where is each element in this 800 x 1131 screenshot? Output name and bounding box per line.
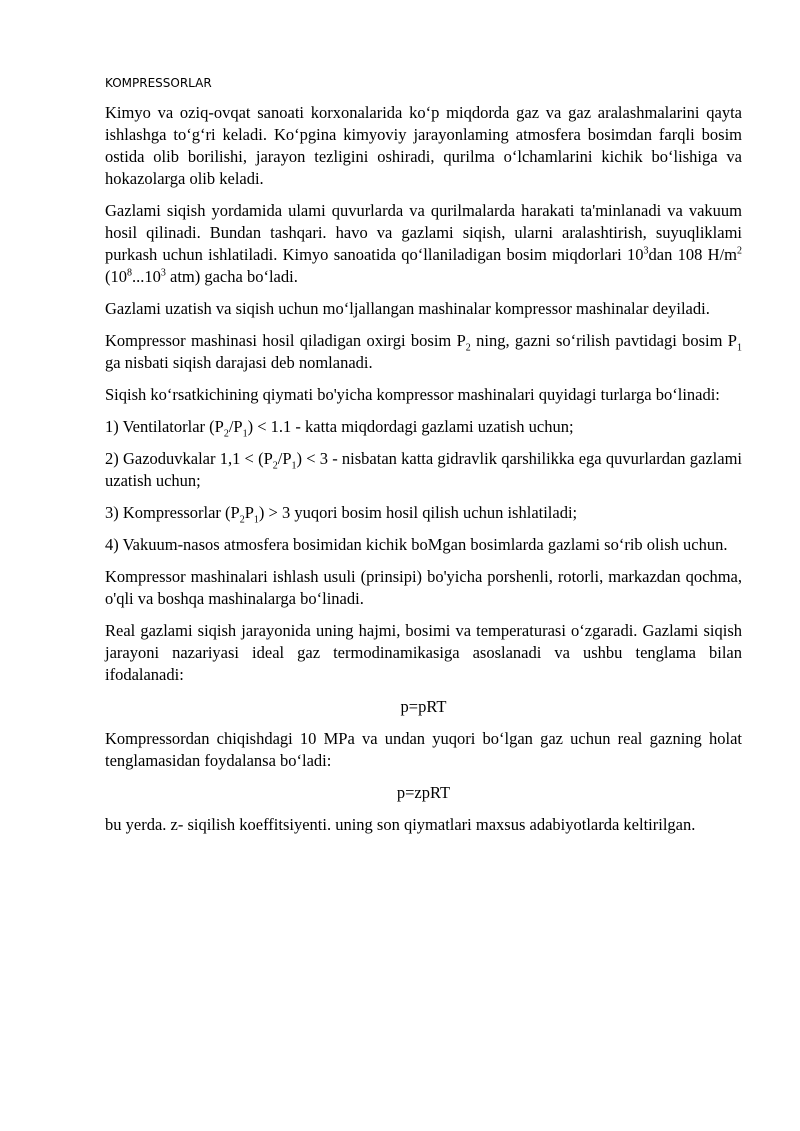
list-item-vacuum-pumps: 4) Vakuum-nasos atmosfera bosimidan kichik boMgan bosimlarda gazlami so‘rib olish uchun.	[105, 535, 728, 554]
paragraph-compressibility: bu yerda. z- siqilish koeffitsiyenti. uning son qiymatlari maxsus adabiyotlarda keltirilgan.	[105, 815, 696, 834]
paragraph-compression-ratio: Kompressor mashinasi hosil qiladigan oxirgi bosim $P_2$ ning, gazni so‘rilish pavtidagi bosim $P_1$ ga nisbati siqish darajasi deb nomlanadi.	[105, 331, 742, 372]
paragraph-real-gas: Real gazlami siqish jarayonida uning hajmi, bosimi va temperaturasi o‘zgaradi. Gazlami siqish jarayoni nazariyasi ideal gaz termodinamikasiga asoslanadi va ushbu tenglama bilan ifodalanadi:	[105, 621, 742, 684]
document-heading: KOMPRESSORLAR	[105, 76, 212, 90]
formula-real-gas: p=zpRT	[396, 783, 451, 802]
paragraph-definition: Gazlami uzatish va siqish uchun mo‘ljallangan mashinalar kompressor mashinalar deyiladi.	[105, 299, 710, 318]
paragraph-classification: Siqish ko‘rsatkichining qiymati bo'yicha kompressor mashinalari quyidagi turlarga bo‘linadi:	[105, 385, 720, 404]
paragraph-gas-compression: Gazlami siqish yordamida ulami quvurlarda va qurilmalarda harakati ta'minlanadi va vakuum hosil qilinadi. Bundan tashqari. havo va gazlami siqish, ularni aralashtirish, suyuqliklami purkash uchun ishlatiladi. Kimyo sanoatida qo‘llaniladigan bosim miqdorlari $10^3dan$ 108 $H/m^2$ ($10^8...10^3$ atm) gacha bo‘ladi.	[105, 201, 742, 286]
list-item-ventilators: 1) Ventilatorlar $(P_2/P_1) < 1.1$ - katta miqdordagi gazlami uzatish uchun;	[105, 417, 574, 440]
list-item-compressors: 3) Kompressorlar $(P_2P_1) > 3$ yuqori bosim hosil qilish uchun ishlatiladi;	[105, 503, 578, 526]
paragraph-machine-types: Kompressor mashinalari ishlash usuli (prinsipi) bo'yicha porshenli, rotorli, markazdan qochma, o'qli va boshqa mashinalarga bo‘linadi.	[105, 567, 742, 608]
list-item-gas-blowers: 2) Gazoduvkalar $1,1 < (P_2/P_1) < 3$ - nisbatan katta gidravlik qarshilikka ega quvurlardan gazlami uzatish uchun;	[105, 449, 742, 490]
formula-ideal-gas: p=pRT	[400, 697, 447, 716]
document-body	[105, 76, 742, 846]
paragraph-intro: Kimyo va oziq-ovqat sanoati korxonalarida ko‘p miqdorda gaz va gaz aralashmalarini qayta ishlashga to‘g‘ri keladi. Ko‘pgina kimyoviy jarayonlaming atmosfera bosimdan farqli bosim ostida olib borilishi, jarayon tezligini oshiradi, qurilma o‘lchamlarini kichik bo‘lishiga va hokazolarga olib keladi.	[105, 103, 742, 188]
paragraph-high-pressure: Kompressordan chiqishdagi 10 MPa va undan yuqori bo‘lgan gaz uchun real gazning holat tenglamasidan foydalansa bo‘ladi:	[105, 729, 742, 770]
